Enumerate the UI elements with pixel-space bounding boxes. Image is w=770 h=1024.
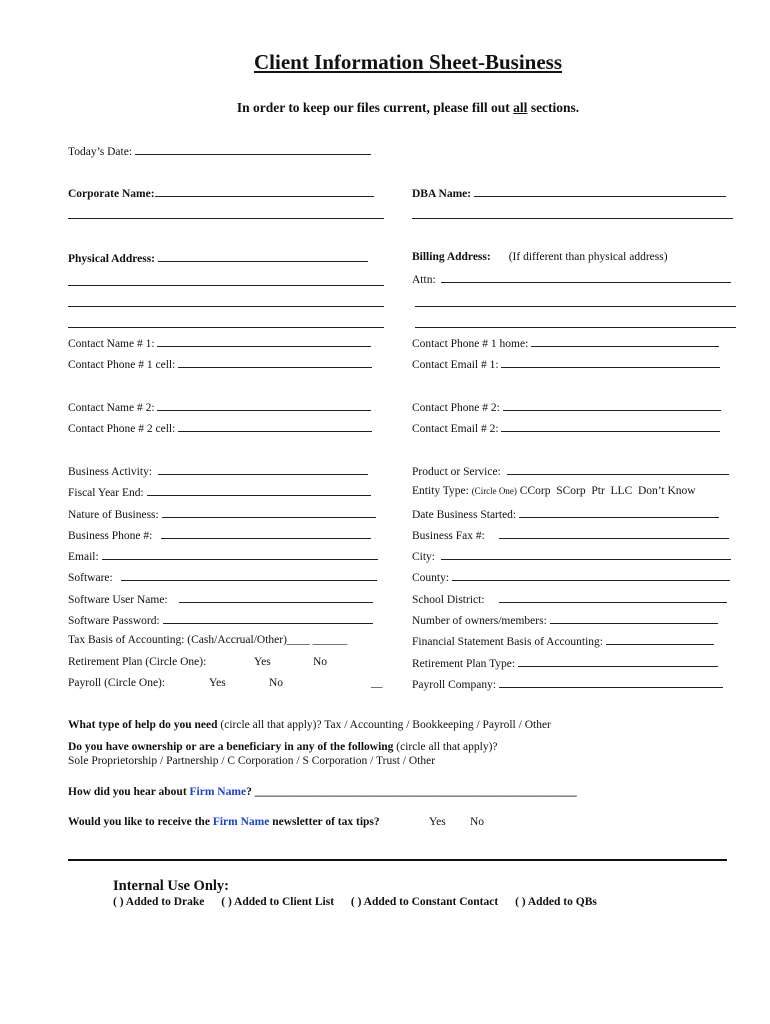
- newsletter-no-option[interactable]: No: [470, 816, 485, 828]
- software-password-field[interactable]: [68, 613, 373, 627]
- retirement-yes-option[interactable]: Yes: [254, 656, 271, 668]
- date-business-started-label: Date Business Started:: [412, 509, 517, 521]
- tax-basis-label: Tax Basis of Accounting: (Cash/Accrual/Other)____ ______: [68, 634, 348, 646]
- dba-name-input[interactable]: [474, 186, 726, 197]
- payroll-company-input[interactable]: [499, 677, 723, 688]
- city-input[interactable]: [441, 549, 731, 560]
- corporate-name-line-2[interactable]: [68, 218, 384, 219]
- financial-statement-basis-field[interactable]: [412, 634, 714, 648]
- contact-phone-2-cell-field[interactable]: [68, 421, 372, 435]
- billing-address-field: [412, 251, 668, 263]
- city-label: City:: [412, 551, 436, 563]
- dba-name-line-2[interactable]: [412, 218, 733, 219]
- contact-phone-2-input[interactable]: [503, 400, 721, 411]
- internal-added-to-qbs[interactable]: ( ) Added to QBs: [515, 896, 597, 908]
- newsletter-label: Would you like to receive the: [68, 816, 213, 828]
- physical-address-label: Physical Address:: [68, 253, 156, 265]
- dba-name-label: DBA Name:: [412, 188, 472, 200]
- page-subtitle: [0, 100, 770, 116]
- retirement-plan-type-input[interactable]: [518, 656, 718, 667]
- nature-of-business-field[interactable]: [68, 507, 376, 521]
- contact-name-2-label: Contact Name # 2:: [68, 402, 155, 414]
- attn-label: Attn:: [412, 274, 436, 286]
- help-type-question[interactable]: [68, 719, 551, 731]
- software-label: Software:: [68, 572, 113, 584]
- email-input[interactable]: [102, 549, 378, 560]
- subtitle-text: In order to keep our files current, please fill out: [236, 100, 514, 115]
- contact-name-2-input[interactable]: [157, 400, 371, 411]
- todays-date-label: Today’s Date:: [68, 146, 133, 158]
- school-district-input[interactable]: [499, 592, 727, 603]
- newsletter-label-end: newsletter of tax tips?: [269, 816, 380, 828]
- software-password-label: Software Password:: [68, 615, 160, 627]
- software-user-name-input[interactable]: [179, 592, 373, 603]
- contact-email-1-field[interactable]: [412, 357, 720, 371]
- county-input[interactable]: [452, 570, 730, 581]
- retirement-no-option[interactable]: No: [313, 656, 328, 668]
- contact-email-1-label: Contact Email # 1:: [412, 359, 499, 371]
- county-field[interactable]: [412, 570, 730, 584]
- tax-basis-field[interactable]: [68, 634, 347, 646]
- entity-type-label: Entity Type:: [412, 485, 469, 497]
- physical-address-field[interactable]: [68, 251, 368, 265]
- fiscal-year-end-input[interactable]: [147, 485, 371, 496]
- retirement-plan-type-field[interactable]: [412, 656, 718, 670]
- contact-email-2-input[interactable]: [501, 421, 720, 432]
- payroll-blank[interactable]: __: [371, 677, 383, 689]
- entity-type-options[interactable]: CCorp SCorp Ptr LLC Don’t Know: [519, 485, 696, 497]
- section-divider: [68, 859, 727, 861]
- contact-phone-1-home-field[interactable]: [412, 336, 719, 350]
- financial-statement-basis-label: Financial Statement Basis of Accounting:: [412, 636, 603, 648]
- business-activity-label: Business Activity:: [68, 466, 153, 478]
- physical-address-line-4[interactable]: [68, 327, 384, 328]
- fiscal-year-end-field[interactable]: [68, 485, 371, 499]
- payroll-company-label: Payroll Company:: [412, 679, 497, 691]
- attn-input[interactable]: [441, 272, 731, 283]
- school-district-field[interactable]: [412, 592, 727, 606]
- number-of-owners-label: Number of owners/members:: [412, 615, 547, 627]
- internal-use-title: Internal Use Only:: [113, 878, 229, 894]
- financial-statement-basis-input[interactable]: [606, 634, 714, 645]
- hear-about-input[interactable]: ? ________________________________________________________: [246, 786, 577, 798]
- school-district-label: School District:: [412, 594, 485, 606]
- retirement-plan-field: [68, 656, 206, 668]
- contact-phone-2-cell-input[interactable]: [178, 421, 372, 432]
- corporate-name-field[interactable]: [68, 186, 374, 200]
- contact-name-1-field[interactable]: [68, 336, 371, 350]
- physical-address-line-2[interactable]: [68, 285, 384, 286]
- city-field[interactable]: [412, 549, 731, 563]
- nature-of-business-input[interactable]: [162, 507, 376, 518]
- contact-phone-2-cell-label: Contact Phone # 2 cell:: [68, 423, 176, 435]
- contact-phone-1-cell-field[interactable]: [68, 357, 372, 371]
- retirement-plan-type-label: Retirement Plan Type:: [412, 658, 516, 670]
- payroll-company-field[interactable]: [412, 677, 723, 691]
- ownership-question: [68, 741, 498, 753]
- contact-phone-1-home-label: Contact Phone # 1 home:: [412, 338, 529, 350]
- hear-about-label: How did you hear about: [68, 786, 190, 798]
- email-field[interactable]: [68, 549, 378, 563]
- software-password-input[interactable]: [163, 613, 373, 624]
- contact-email-1-input[interactable]: [501, 357, 720, 368]
- ownership-options[interactable]: Sole Proprietorship / Partnership / C Corporation / S Corporation / Trust / Other: [68, 755, 436, 767]
- payroll-no-option[interactable]: No: [269, 677, 284, 689]
- corporate-name-label: Corporate Name:: [68, 188, 155, 200]
- contact-phone-2-label: Contact Phone # 2:: [412, 402, 500, 414]
- business-fax-field[interactable]: [412, 528, 729, 542]
- corporate-name-input[interactable]: [155, 186, 374, 197]
- physical-address-line-3[interactable]: [68, 306, 384, 307]
- contact-email-2-field[interactable]: [412, 421, 720, 435]
- fiscal-year-end-label: Fiscal Year End:: [68, 487, 144, 499]
- software-field[interactable]: [68, 570, 377, 584]
- contact-phone-1-cell-label: Contact Phone # 1 cell:: [68, 359, 176, 371]
- ownership-question-note: (circle all that apply)?: [393, 741, 498, 753]
- contact-email-2-label: Contact Email # 2:: [412, 423, 499, 435]
- business-phone-label: Business Phone #:: [68, 530, 153, 542]
- product-or-service-label: Product or Service:: [412, 466, 501, 478]
- billing-address-line-2[interactable]: [415, 306, 736, 307]
- contact-name-1-label: Contact Name # 1:: [68, 338, 155, 350]
- payroll-yes-option[interactable]: Yes: [209, 677, 226, 689]
- internal-added-to-constant-contact[interactable]: ( ) Added to Constant Contact: [350, 896, 499, 908]
- business-activity-field[interactable]: [68, 464, 368, 478]
- physical-address-input[interactable]: [158, 251, 368, 262]
- hear-about-firm-name: Firm Name: [189, 786, 247, 798]
- business-phone-input[interactable]: [161, 528, 371, 539]
- date-business-started-field[interactable]: [412, 507, 719, 521]
- contact-phone-2-field[interactable]: [412, 400, 721, 414]
- number-of-owners-input[interactable]: [550, 613, 718, 624]
- date-business-started-input[interactable]: [519, 507, 719, 518]
- contact-name-1-input[interactable]: [157, 336, 371, 347]
- attn-field[interactable]: [412, 272, 731, 286]
- newsletter-yes-option[interactable]: Yes: [429, 816, 446, 828]
- billing-address-note: (If different than physical address): [508, 251, 668, 263]
- county-label: County:: [412, 572, 450, 584]
- subtitle-all: all: [513, 100, 528, 115]
- internal-added-to-client-list[interactable]: ( ) Added to Client List: [221, 896, 335, 908]
- number-of-owners-field[interactable]: [412, 613, 718, 627]
- internal-use-checklist: [113, 896, 611, 908]
- product-or-service-field[interactable]: [412, 464, 729, 478]
- todays-date-field[interactable]: [68, 144, 371, 158]
- contact-phone-1-cell-input[interactable]: [178, 357, 372, 368]
- business-fax-input[interactable]: [499, 528, 729, 539]
- contact-phone-1-home-input[interactable]: [531, 336, 719, 347]
- newsletter-firm-name: Firm Name: [212, 816, 270, 828]
- page-title: Client Information Sheet-Business: [253, 50, 563, 74]
- product-or-service-input[interactable]: [507, 464, 729, 475]
- software-user-name-label: Software User Name:: [68, 594, 168, 606]
- email-label: Email:: [68, 551, 99, 563]
- dba-name-field[interactable]: [412, 186, 726, 200]
- entity-type-field[interactable]: [412, 485, 696, 497]
- hear-about-question[interactable]: [68, 786, 577, 798]
- entity-type-circle-note: (Circle One): [471, 486, 517, 496]
- payroll-label: Payroll (Circle One):: [68, 677, 166, 689]
- newsletter-question: [68, 816, 380, 828]
- subtitle-text-end: sections.: [527, 100, 580, 115]
- help-type-question-label: What type of help do you need: [68, 719, 218, 731]
- help-type-options[interactable]: (circle all that apply)? Tax / Accounting / Bookkeeping / Payroll / Other: [217, 719, 551, 731]
- internal-added-to-drake[interactable]: ( ) Added to Drake: [113, 896, 205, 908]
- business-fax-label: Business Fax #:: [412, 530, 485, 542]
- business-phone-field[interactable]: [68, 528, 371, 542]
- billing-address-line-3[interactable]: [415, 327, 736, 328]
- payroll-field: [68, 677, 165, 689]
- software-input[interactable]: [121, 570, 377, 581]
- billing-address-label: Billing Address:: [412, 251, 491, 263]
- todays-date-input[interactable]: [135, 144, 371, 155]
- business-activity-input[interactable]: [158, 464, 368, 475]
- contact-name-2-field[interactable]: [68, 400, 371, 414]
- nature-of-business-label: Nature of Business:: [68, 509, 159, 521]
- retirement-plan-label: Retirement Plan (Circle One):: [68, 656, 207, 668]
- software-user-name-field[interactable]: [68, 592, 373, 606]
- ownership-question-label: Do you have ownership or are a beneficiary in any of the following: [68, 741, 394, 753]
